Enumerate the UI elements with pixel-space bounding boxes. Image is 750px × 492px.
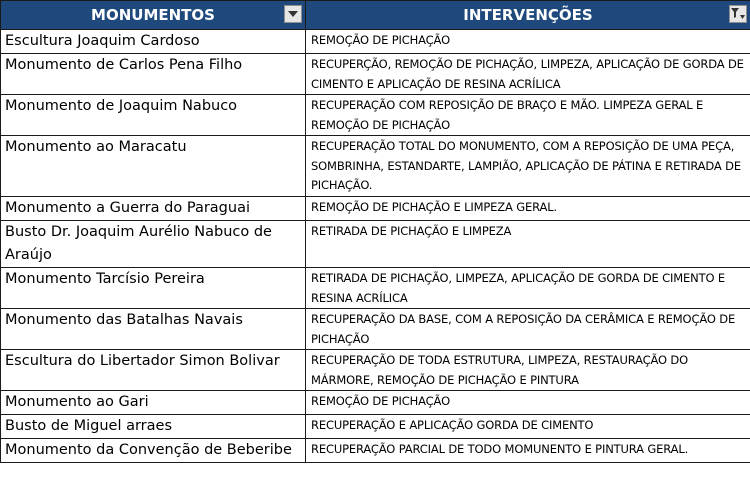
- filter-icon[interactable]: [729, 5, 747, 23]
- intervencao-cell[interactable]: RECUPERAÇÃO TOTAL DO MONUMENTO, COM A REPOSIÇÃO DE UMA PEÇA, SOMBRINHA, ESTANDARTE, LAMPIÃO, APLICAÇÃO DE PÁTINA E RETIRADA DE PICHAÇÃO.: [306, 136, 750, 197]
- table-row: [1, 439, 750, 463]
- monumento-cell[interactable]: Monumento a Guerra do Paraguai: [1, 197, 306, 221]
- monumentos-column-header: [1, 1, 306, 30]
- header-row: [1, 1, 750, 30]
- monumento-cell[interactable]: Monumento da Convenção de Beberibe: [1, 439, 306, 463]
- table-row: [1, 391, 750, 415]
- intervencao-cell[interactable]: REMOÇÃO DE PICHAÇÃO: [306, 391, 750, 415]
- monumento-cell[interactable]: Busto de Miguel arraes: [1, 415, 306, 439]
- intervencao-cell[interactable]: RETIRADA DE PICHAÇÃO E LIMPEZA: [306, 221, 750, 268]
- intervencao-cell[interactable]: RECUPERAÇÃO DE TODA ESTRUTURA, LIMPEZA, RESTAURAÇÃO DO MÁRMORE, REMOÇÃO DE PICHAÇÃO E PINTURA: [306, 350, 750, 391]
- table-row: [1, 54, 750, 95]
- intervencao-cell[interactable]: REMOÇÃO DE PICHAÇÃO: [306, 30, 750, 54]
- table-row: [1, 30, 750, 54]
- monumento-cell[interactable]: Monumento Tarcísio Pereira: [1, 268, 306, 309]
- table-row: [1, 309, 750, 350]
- table-row: [1, 136, 750, 197]
- monumento-cell[interactable]: Escultura Joaquim Cardoso: [1, 30, 306, 54]
- intervencao-cell[interactable]: RECUPERÇÃO, REMOÇÃO DE PICHAÇÃO, LIMPEZA, APLICAÇÃO DE GORDA DE CIMENTO E APLICAÇÃO DE RESINA ACRÍLICA: [306, 54, 750, 95]
- intervencao-cell[interactable]: RECUPERAÇÃO DA BASE, COM A REPOSIÇÃO DA CERÂMICA E REMOÇÃO DE PICHAÇÃO: [306, 309, 750, 350]
- intervencoes-column-header: [306, 1, 750, 30]
- intervencao-cell[interactable]: REMOÇÃO DE PICHAÇÃO E LIMPEZA GERAL.: [306, 197, 750, 221]
- monumento-cell[interactable]: Monumento de Joaquim Nabuco: [1, 95, 306, 136]
- intervencao-cell[interactable]: RETIRADA DE PICHAÇÃO, LIMPEZA, APLICAÇÃO DE GORDA DE CIMENTO E RESINA ACRÍLICA: [306, 268, 750, 309]
- monumento-cell[interactable]: Busto Dr. Joaquim Aurélio Nabuco de Araújo: [1, 221, 306, 268]
- intervencoes-header-label: INTERVENÇÕES: [463, 6, 593, 24]
- monumentos-header-label: MONUMENTOS: [91, 6, 215, 24]
- table-row: [1, 415, 750, 439]
- monumento-cell[interactable]: Monumento de Carlos Pena Filho: [1, 54, 306, 95]
- table-row: [1, 268, 750, 309]
- table-row: [1, 197, 750, 221]
- intervencao-cell[interactable]: RECUPERAÇÃO COM REPOSIÇÃO DE BRAÇO E MÃO. LIMPEZA GERAL E REMOÇÃO DE PICHAÇÃO: [306, 95, 750, 136]
- monumento-cell[interactable]: Monumento das Batalhas Navais: [1, 309, 306, 350]
- monumento-cell[interactable]: Escultura do Libertador Simon Bolivar: [1, 350, 306, 391]
- intervencao-cell[interactable]: RECUPERAÇÃO PARCIAL DE TODO MOMUNENTO E PINTURA GERAL.: [306, 439, 750, 463]
- table-row: [1, 221, 750, 268]
- dropdown-arrow-icon[interactable]: [284, 5, 302, 23]
- table-row: [1, 350, 750, 391]
- intervencao-cell[interactable]: RECUPERAÇÃO E APLICAÇÃO GORDA DE CIMENTO: [306, 415, 750, 439]
- monumento-cell[interactable]: Monumento ao Maracatu: [1, 136, 306, 197]
- monumento-cell[interactable]: Monumento ao Gari: [1, 391, 306, 415]
- table-row: [1, 95, 750, 136]
